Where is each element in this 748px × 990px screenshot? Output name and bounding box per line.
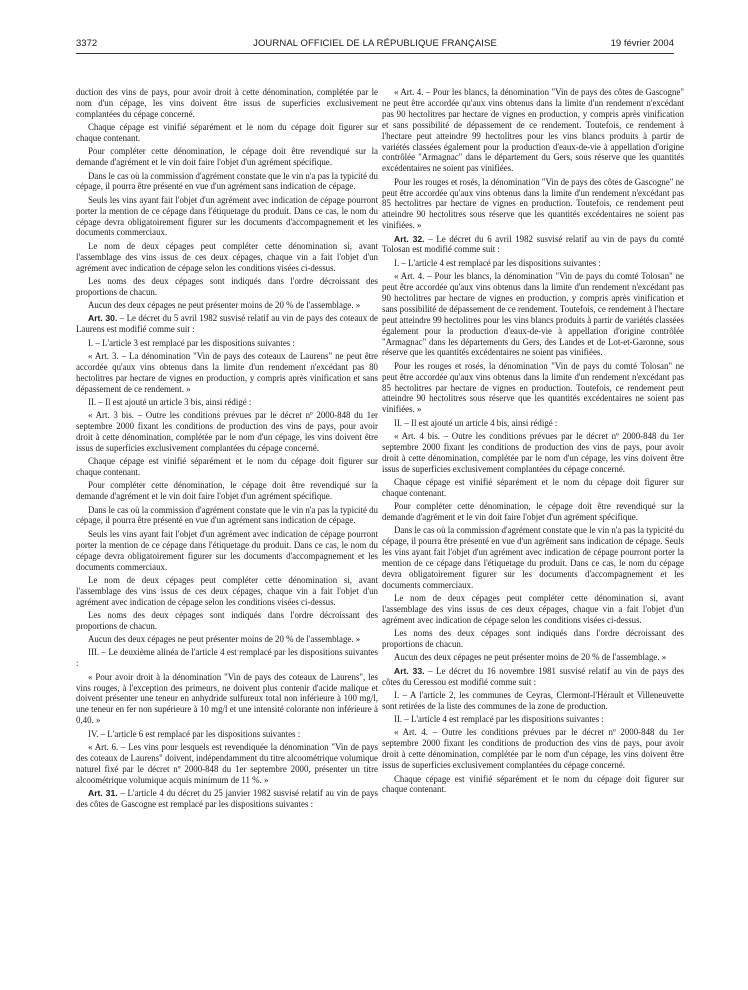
paragraph [76, 456, 378, 478]
article-number: Art. 31. [88, 787, 118, 798]
paragraph [76, 171, 378, 193]
paragraph-text: II. – Il est ajouté un article 3 bis, ainsi rédigé : [88, 396, 252, 407]
journal-title: JOURNAL OFFICIEL DE LA RÉPUBLIQUE FRANÇAISE [253, 38, 497, 49]
paragraph-text: Le nom de deux cépages peut compléter cette dénomination si, avant l'assemblage des vins issus de ces deux cépages, chaque vin a fait l'objet d'un agrément avec indication de cépage selon les conditions visées ci-dessus. [76, 574, 378, 607]
paragraph [76, 480, 378, 502]
paragraph-text: Dans le cas où la commission d'agrément constate que le vin n'a pas la typicité du cépage, il pourra être présenté en vue d'un agrément sans indication de cépage. [76, 504, 378, 526]
paragraph-text: Aucun des deux cépages ne peut présenter moins de 20 % de l'assemblage. » [88, 300, 361, 311]
paragraph-text: « Art. 4. – Pour les blancs, la dénomination "Vin de pays des côtes de Gascogne" ne peut être accordée qu'aux vins obtenus dans la limite d'un rendement n'excédant pas 90 hectolitres par hectare de vignes en production, y compris après vinification et sans possibilité de dépassement de ce rendement. Toutefois, ce rendement à l'hectare peut atteindre 99 hectolitres pour les vins blancs produits à partir de variétés classées également pour la production d'eaux-de-vie à appellation d'origine contrôlée "Armagnac" dans le département du Gers, sous réserve que les quantités excédentaires ne soient pas vinifiées. [382, 87, 684, 174]
paragraph [76, 300, 378, 311]
paragraph-text: Pour les rouges et rosés, la dénomination "Vin de pays des côtes de Gascogne" ne peut être accordée qu'aux vins obtenus dans la limite d'un rendement n'excédant pas 85 hectolitres par hectare de vignes en production. Toutefois, ce rendement peut atteindre 90 hectolitres sous réserve que les quantités excédentaires ne soient pas vinifiées. » [382, 176, 684, 231]
paragraph-text: « Art. 3 bis. – Outre les conditions prévues par le décret nº 2000-848 du 1er septembre 2000 fixant les conditions de production des vins de pays, pour avoir droit à cette dénomination, complétée par le nom d'un cépage, les vins doivent être issus de superficies exclusivement complantées du cépage concerné. [76, 410, 378, 453]
paragraph [382, 525, 684, 590]
paragraph [76, 634, 378, 645]
paragraph-text: Seuls les vins ayant fait l'objet d'un agrément avec indication de cépage pourront porter la mention de ce cépage dans l'étiquetage du produit. Dans ce cas, le nom du cépage devra obligatoirement figurer sur les documents d'accompagnement et les documents commerciaux. [76, 528, 378, 572]
paragraph [382, 714, 684, 725]
paragraph-text: Pour compléter cette dénomination, le cépage doit être revendiqué sur la demande d'agrément et le vin doit faire l'objet d'un agrément spécifique. [76, 480, 378, 502]
header-rule [76, 53, 674, 54]
paragraph [76, 241, 378, 274]
paragraph-text: – Le décret du 6 avril 1982 susvisé relatif au vin de pays du comté Tolosan est modifié comme suit : [382, 233, 684, 255]
paragraph-text: « Art. 3. – La dénomination "Vin de pays des coteaux de Laurens" ne peut être accordée qu'aux vins obtenus dans la limite d'un rendement n'excédant pas 80 hectolitres par hectare de vignes en production, y compris après vinification et sans dépassement de ce rendement. » [76, 350, 378, 394]
paragraph-text: « Art. 6. – Les vins pour lesquels est revendiquée la dénomination "Vin de pays des coteaux de Laurens" doivent, indépendamment du titre alcoométrique volumique naturel fixé par le décret nº 2000-848 du 1er septembre 2000, présenter un titre alcoométrique volumique acquis minimum de 11 %. » [76, 741, 378, 785]
paragraph-text: « Pour avoir droit à la dénomination "Vin de pays des coteaux de Laurens", les vins rouges, à l'exception des primeurs, ne doivent plus contenir d'acide malique et doivent présenter une teneur en anhydride sulfureux total non inférieure à 100 mg/l, une teneur en fer non supérieure à 10 mg/l et une intensité colorante non inférieure à 0,40. » [76, 671, 378, 726]
paragraph [76, 742, 378, 786]
article-number: Art. 32. [394, 233, 425, 244]
paragraph-text: Aucun des deux cépages ne peut présenter moins de 20 % de l'assemblage. » [394, 652, 667, 663]
paragraph [382, 361, 684, 416]
paragraph-text: Pour les rouges et rosés, la dénomination "Vin de pays du comté Tolosan" ne peut être accordée qu'aux vins obtenus dans la limite d'un rendement n'excédant pas 85 hectolitres par hectare de vignes en production. Toutefois, ce rendement peut atteindre 90 hectolitres sous réserve que les quantités excédentaires ne soient pas vinifiées. » [382, 360, 684, 415]
paragraph [382, 652, 684, 663]
paragraph-text: Dans le cas où la commission d'agrément constate que le vin n'a pas la typicité du cépage, il pourra être présenté en vue d'un agrément sans indication de cépage. [76, 170, 378, 192]
article-number: Art. 30. [88, 313, 118, 324]
paragraph-text: Pour compléter cette dénomination, le cépage doit être revendiqué sur la demande d'agrément et le vin doit faire l'objet d'un agrément spécifique. [76, 146, 378, 168]
publication-date: 19 février 2004 [610, 38, 674, 49]
paragraph [76, 313, 378, 335]
paragraph-text: III. – Le deuxième alinéa de l'article 4 est remplacé par les dispositions suivantes : [76, 647, 378, 669]
paragraph-text: Le nom de deux cépages peut compléter cette dénomination si, avant l'assemblage des vins issus de ces deux cépages, chaque vin a fait l'objet d'un agrément avec indication de cépage selon les conditions visées ci-dessus. [382, 593, 684, 625]
paragraph [382, 271, 684, 358]
paragraph [382, 87, 684, 174]
paragraph [76, 351, 378, 395]
paragraph-text: Chaque cépage est vinifié séparément et le nom du cépage doit figurer sur chaque contenant. [382, 773, 684, 795]
paragraph [382, 477, 684, 499]
paragraph [76, 647, 378, 669]
page-number: 3372 [76, 38, 98, 49]
paragraph-text: Chaque cépage est vinifié séparément et le nom du cépage doit figurer sur chaque contenant. [382, 476, 684, 498]
paragraph-text: II. – L'article 4 est remplacé par les dispositions suivantes : [394, 714, 604, 725]
paragraph [76, 529, 378, 573]
paragraph [76, 397, 378, 408]
paragraph [76, 87, 378, 120]
paragraph [382, 593, 684, 626]
paragraph [76, 729, 378, 740]
paragraph [76, 505, 378, 527]
paragraph [382, 501, 684, 523]
paragraph [382, 177, 684, 232]
paragraph [382, 690, 684, 712]
paragraph-text: Aucun des deux cépages ne peut présenter moins de 20 % de l'assemblage. » [88, 634, 361, 645]
paragraph [76, 788, 378, 810]
left-text-column [76, 87, 378, 812]
paragraph [76, 122, 378, 144]
paragraph [382, 666, 684, 688]
paragraph-text: « Art. 4. – Pour les blancs, la dénomination "Vin de pays du comté Tolosan" ne peut être accordée qu'aux vins obtenus dans la limite d'un rendement n'excédant pas 90 hectolitres par hectare de vignes en production, y compris après vinification et sans possibilité de dépassement de ce rendement. Toutefois, ce rendement à l'hectare peut atteindre 99 hectolitres pour les vins blancs produits à partir de variétés classées également pour la production d'eaux-de-vie à appellation d'origine contrôlée "Armagnac" dans les départements du Gers, des Landes et de Lot-et-Garonne, sous réserve que les quantités excédentaires ne soient pas vinifiées. [382, 271, 684, 358]
paragraph-text: II. – Il est ajouté un article 4 bis, ainsi rédigé : [394, 417, 558, 428]
paragraph [76, 410, 378, 454]
paragraph [76, 276, 378, 298]
paragraph-text: « Art. 4 bis. – Outre les conditions prévues par le décret nº 2000-848 du 1er septembre 2000 fixant les conditions de production des vins de pays, pour avoir droit à cette dénomination, complétée par le nom d'un cépage, les vins doivent être issus de superficies exclusivement complantées du cépage concerné. [382, 430, 684, 474]
paragraph-text: – L'article 4 du décret du 25 janvier 1982 susvisé relatif au vin de pays des côtes de Gascogne est remplacé par les dispositions suivantes : [76, 787, 379, 809]
paragraph [76, 610, 378, 632]
paragraph-text: Dans le cas où la commission d'agrément constate que le vin n'a pas la typicité du cépage, il pourra être présenté en vue d'un agrément sans indication de cépage. Seuls les vins ayant fait l'objet d'un agrément avec indication de cépage pourront porter la mention de ce cépage dans l'étiquetage du produit. Dans ce cas, le nom du cépage devra obligatoirement figurer sur les documents d'accompagnement et les documents commerciaux. [382, 525, 684, 590]
paragraph-text: duction des vins de pays, pour avoir droit à cette dénomination, complétée par le nom d'un cépage, les vins doivent être issus de superficies exclusivement complantées du cépage concerné. [76, 87, 378, 119]
paragraph [382, 628, 684, 650]
paragraph [382, 727, 684, 771]
article-number: Art. 33. [394, 665, 425, 676]
paragraph [382, 431, 684, 475]
paragraph-text: Pour compléter cette dénomination, le cépage doit être revendiqué sur la demande d'agrément et le vin doit faire l'objet d'un agrément spécifique. [382, 501, 684, 523]
paragraph-text: Seuls les vins ayant fait l'objet d'un agrément avec indication de cépage pourront porter la mention de ce cépage dans l'étiquetage du produit. Dans ce cas, le nom du cépage devra obligatoirement figurer sur les documents d'accompagnement et les documents commerciaux. [76, 194, 378, 238]
paragraph-text: Les noms des deux cépages sont indiqués dans l'ordre décroissant des proportions de chacun. [76, 609, 378, 631]
paragraph-text: Le nom de deux cépages peut compléter cette dénomination si, avant l'assemblage des vins issus de ces deux cépages, chaque vin a fait l'objet d'un agrément avec indication de cépage selon les conditions visées ci-dessus. [76, 240, 378, 273]
right-text-column [382, 87, 684, 798]
paragraph [382, 258, 684, 269]
paragraph-text: « Art. 4. – Outre les conditions prévues par le décret nº 2000-848 du 1er septembre 2000 fixant les conditions de production des vins de pays, pour avoir droit à cette dénomination, complétée par le nom d'un cépage, les vins doivent être issus de superficies exclusivement complantées du cépage concerné. [382, 727, 684, 771]
paragraph-text: – Le décret du 16 novembre 1981 susvisé relatif au vin de pays des côtes du Ceressou est modifié comme suit : [382, 665, 685, 687]
paragraph-text: Chaque cépage est vinifié séparément et le nom du cépage doit figurer sur chaque contenant. [76, 456, 378, 478]
paragraph [76, 575, 378, 608]
paragraph-text: Les noms des deux cépages sont indiqués dans l'ordre décroissant des proportions de chacun. [76, 275, 378, 297]
paragraph [76, 338, 378, 349]
paragraph [76, 146, 378, 168]
paragraph-text: I. – L'article 4 est remplacé par les dispositions suivantes : [394, 257, 601, 268]
paragraph-text: I. – A l'article 2, les communes de Ceyras, Clermont-l'Hérault et Villeneuvette sont retirées de la liste des communes de la zone de production. [382, 689, 684, 711]
paragraph [382, 234, 684, 256]
paragraph [76, 672, 378, 727]
paragraph [76, 195, 378, 239]
page-header [76, 38, 674, 52]
paragraph-text: I. – L'article 3 est remplacé par les dispositions suivantes : [88, 337, 295, 348]
paragraph [382, 774, 684, 796]
paragraph [382, 418, 684, 429]
paragraph-text: – Le décret du 5 avril 1982 susvisé relatif au vin de pays des coteaux de Laurens est modifié comme suit : [76, 313, 378, 335]
paragraph-text: IV. – L'article 6 est remplacé par les dispositions suivantes : [88, 728, 301, 739]
paragraph-text: Les noms des deux cépages sont indiqués dans l'ordre décroissant des proportions de chacun. [382, 628, 684, 650]
paragraph-text: Chaque cépage est vinifié séparément et le nom du cépage doit figurer sur chaque contenant. [76, 122, 378, 144]
